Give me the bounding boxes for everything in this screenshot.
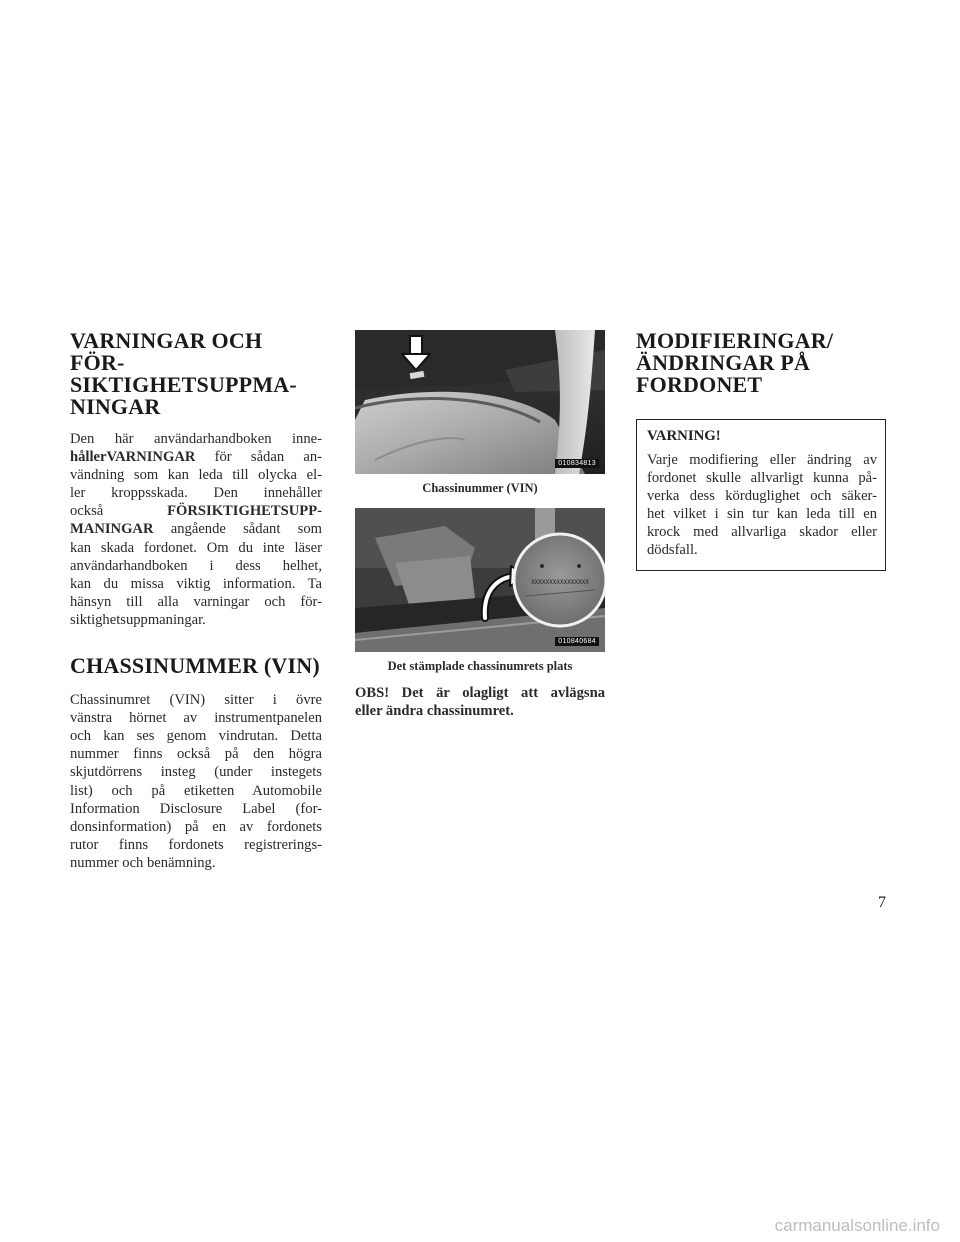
modifications-heading: MODIFIERINGAR/ ÄNDRINGAR PÅ FORDONET	[636, 328, 834, 397]
note-paragraph: OBS! Det är olagligt att avlägsna eller ändra chassinumret.	[355, 685, 605, 720]
step-vin-illustration	[355, 508, 605, 652]
image-code: 010840684	[555, 637, 599, 646]
warning-title: VARNING!	[647, 428, 721, 444]
warning-text: Varje modifiering eller ändring av fordonet skulle allvarligt kunna på- verka dess körduglighet och säker- het vilket i sin tur kan leda till en krock med allvarliga skador eller dödsfall.	[647, 452, 877, 559]
figure-caption: Det stämplade chassinumrets plats	[387, 659, 573, 673]
watermark: carmanualsonline.info	[774, 1216, 940, 1235]
figure-caption: Chassinummer (VIN)	[422, 481, 538, 495]
vin-heading: CHASSINUMMER (VIN)	[70, 653, 320, 679]
page-number: 7	[878, 894, 886, 911]
right-column	[636, 330, 886, 571]
vin-stamp-photo	[355, 508, 605, 652]
term-varningar: hållerVARNINGAR	[70, 449, 196, 466]
vin-dashboard-photo	[355, 330, 605, 474]
warning-box	[636, 419, 886, 571]
image-code: 010834813	[555, 459, 599, 468]
warnings-paragraph: Den här användarhandboken inne- hållerVARNINGAR för sådan an- vändning som kan leda till olycka el- ler kroppsskada. Den innehåller också FÖRSIKTIGHETSUPP- MANINGAR angående sådant som kan skada fordonet. Om du inte läser användarhandboken i dess helhet, kan du missa viktig information. Ta hänsyn till alla varningar och för- siktighetsuppmaningar.	[70, 431, 322, 628]
middle-column	[355, 330, 605, 720]
left-column	[70, 330, 322, 872]
warnings-heading: VARNINGAR OCH FÖR- SIKTIGHETSUPPMA- NINGAR	[70, 328, 297, 419]
vin-stamp-text: XXXXXXXXXXXXXXXX	[531, 579, 589, 586]
term-forsiktighet: FÖRSIKTIGHETSUPP-	[167, 503, 322, 520]
vin-paragraph: Chassinumret (VIN) sitter i övre vänstra hörnet av instrumentpanelen och kan ses genom vindrutan. Detta nummer finns också på den högra skjutdörrens insteg (under instegets list) och på etiketten Automobile Information Disclosure Label (for- donsinformation) på en av fordonets rutor finns fordonets registrerings- nummer och benämning.	[70, 692, 322, 871]
windshield-vin-illustration	[355, 330, 605, 474]
